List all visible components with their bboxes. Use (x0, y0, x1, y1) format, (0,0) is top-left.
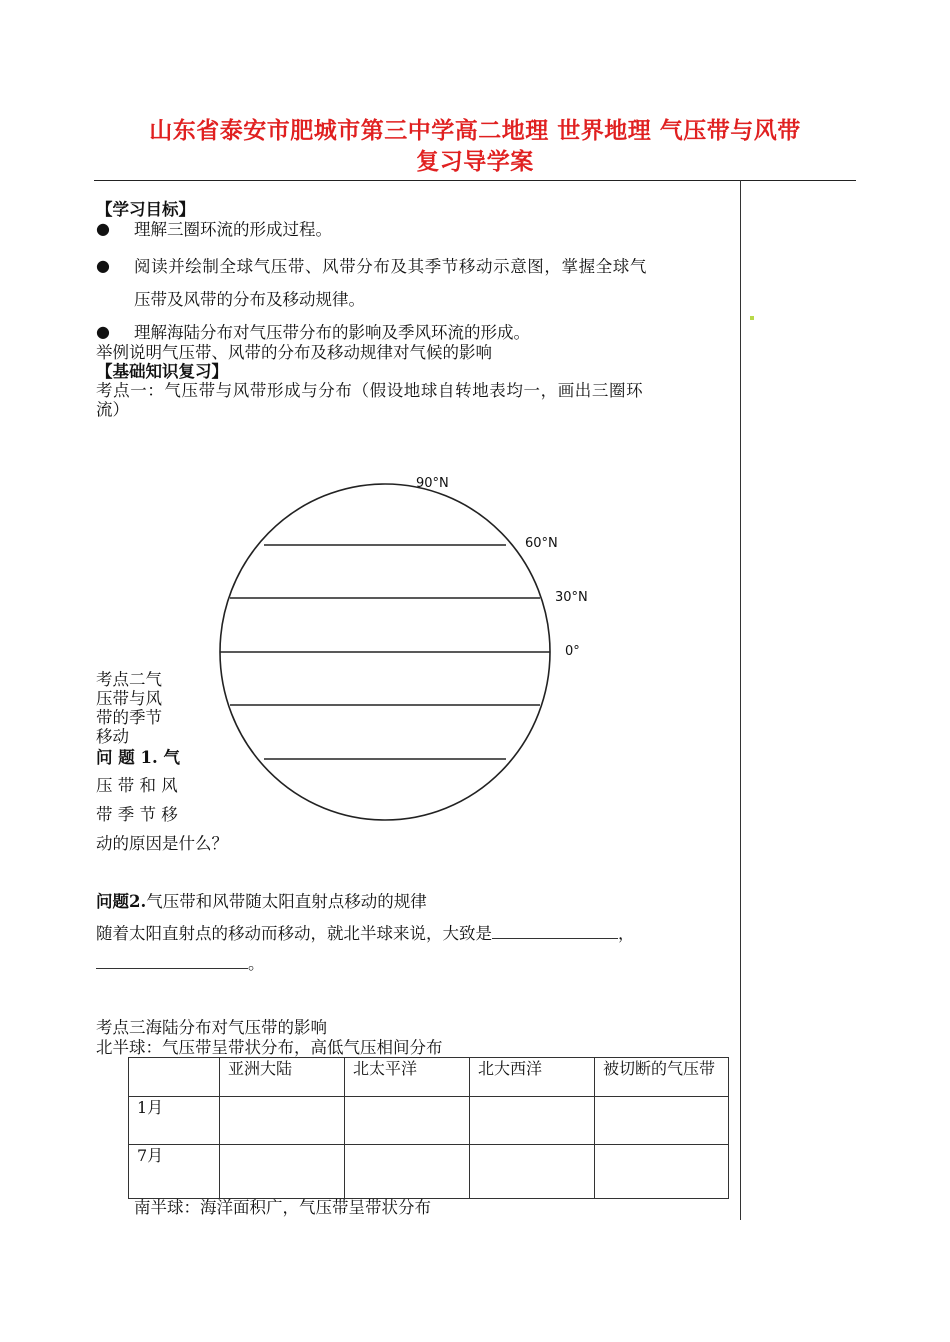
table-row-label: 1月 (129, 1097, 220, 1145)
q2-label: 问题2. (96, 892, 147, 911)
q2-line-1 (96, 892, 427, 912)
point1-line-2: 流） (96, 400, 129, 419)
table-header-cell: 北大西洋 (470, 1058, 595, 1097)
header-rule (94, 180, 856, 181)
label-30n: 30°N (555, 590, 588, 605)
table-header-cell: 被切断的气压带 (595, 1058, 729, 1097)
table-header-cell: 北太平洋 (345, 1058, 470, 1097)
table-cell[interactable] (470, 1097, 595, 1145)
label-90n: 90°N (416, 476, 449, 491)
table-header-cell: 亚洲大陆 (220, 1058, 345, 1097)
objective-item-2-cont: 压带及风带的分布及移动规律。 (134, 290, 365, 309)
bullet-icon: ● (96, 256, 110, 275)
objective-item-3: 理解海陆分布对气压带分布的影响及季风环流的形成。 (134, 323, 530, 342)
q1-line-4: 动的原因是什么？ (96, 834, 228, 853)
north-hemisphere-note: 北半球：气压带呈带状分布，高低气压相间分布 (96, 1038, 443, 1057)
table-cell[interactable] (595, 1145, 729, 1199)
label-60n: 60°N (525, 536, 558, 551)
table-cell[interactable] (470, 1145, 595, 1199)
answer-blank-2[interactable] (96, 952, 248, 969)
point2-line-3: 带的季节 (96, 708, 162, 727)
answer-blank-1[interactable] (492, 922, 618, 939)
margin-dot (750, 316, 754, 320)
table-cell[interactable] (345, 1097, 470, 1145)
south-hemisphere-note: 南半球：海洋面积广，气压带呈带状分布 (134, 1198, 431, 1217)
q2-line-2: 随着太阳直射点的移动而移动，就北半球来说，大致是 ， (96, 924, 635, 943)
table-cell[interactable] (220, 1145, 345, 1199)
three-cell-circulation-diagram (200, 470, 620, 860)
point1-line-1: 考点一：气压带与风带形成与分布（假设地球自转地表均一，画出三圈环 (96, 381, 644, 400)
document-title-line-1: 山东省泰安市肥城市第三中学高二地理 世界地理 气压带与风带 (149, 118, 801, 144)
review-heading: 【基础知识复习】 (96, 362, 228, 381)
point2-line-1: 考点二气 (96, 670, 162, 689)
q2-text: 气压带和风带随太阳直射点移动的规律 (146, 892, 427, 911)
objective-item-1: 理解三圈环流的形成过程。 (134, 220, 332, 239)
bullet-icon: ● (96, 219, 110, 238)
table-header-cell (129, 1058, 220, 1097)
q1-line-2: 压 带 和 风 (96, 776, 178, 795)
table-cell[interactable] (595, 1097, 729, 1145)
document-title-line-2: 复习导学案 (416, 149, 534, 175)
q1-line-1: 问 题 1. 气 (96, 748, 180, 767)
label-equator: 0° (565, 644, 580, 659)
table-cell[interactable] (220, 1097, 345, 1145)
point2-line-2: 压带与风 (96, 689, 162, 708)
point2-line-4: 移动 (96, 727, 129, 746)
table-cell[interactable] (345, 1145, 470, 1199)
q2-line-3: 。 (96, 952, 265, 974)
q1-line-3: 带 季 节 移 (96, 805, 178, 824)
objective-extra: 举例说明气压带、风带的分布及移动规律对气候的影响 (96, 343, 492, 362)
table-row-label: 7月 (129, 1145, 220, 1199)
margin-rule (740, 180, 741, 1220)
bullet-icon: ● (96, 322, 110, 341)
pressure-table (128, 1057, 729, 1199)
objective-item-2: 阅读并绘制全球气压带、风带分布及其季节移动示意图，掌握全球气 (134, 257, 647, 276)
point3-heading: 考点三海陆分布对气压带的影响 (96, 1018, 327, 1037)
objectives-heading: 【学习目标】 (96, 200, 195, 219)
